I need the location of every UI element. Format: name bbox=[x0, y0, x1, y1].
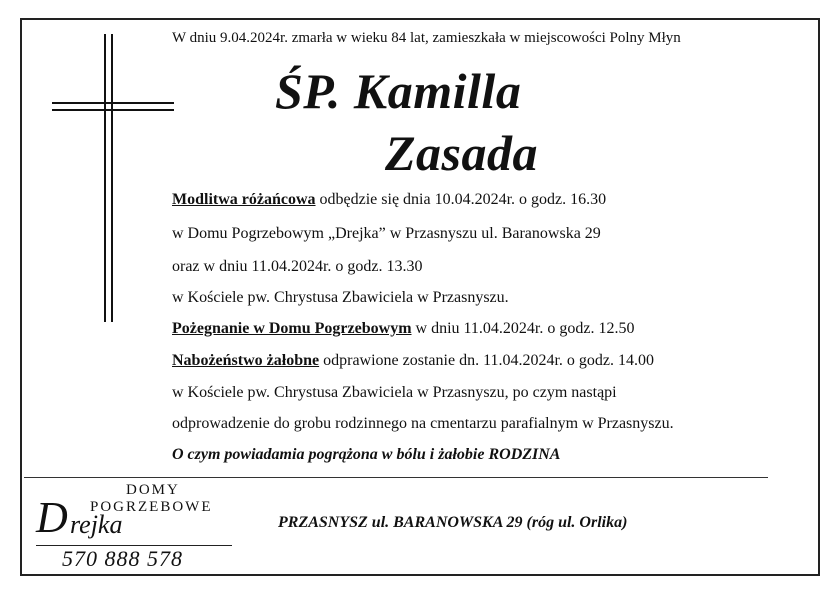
body-line-2: w Domu Pogrzebowym „Drejka” w Przasnyszu ul. Baranowska 29 bbox=[172, 225, 601, 242]
logo-script: rejka bbox=[70, 510, 123, 539]
farewell-heading: Pożegnanie w Domu Pogrzebowym bbox=[172, 320, 412, 337]
body-line-1 bbox=[172, 191, 606, 209]
logo-domy: DOMY bbox=[126, 482, 180, 498]
service-heading: Nabożeństwo żałobne bbox=[172, 352, 320, 369]
cross-icon bbox=[50, 30, 180, 330]
logo-pogrzebowe: POGRZEBOWE bbox=[90, 499, 213, 515]
service-text: odprawione zostanie dn. 11.04.2024r. o godz. 14.00 bbox=[319, 352, 655, 369]
rosary-heading: Modlitwa różańcowa bbox=[172, 191, 316, 208]
logo-monogram: D bbox=[36, 493, 68, 542]
body-line-6 bbox=[172, 352, 654, 370]
funeral-home-logo bbox=[30, 482, 240, 572]
footer-divider bbox=[24, 477, 768, 478]
body-line-8: odprowadzenie do grobu rodzinnego na cmentarzu parafialnym w Przasnyszu. bbox=[172, 415, 674, 432]
body-line-5 bbox=[172, 320, 634, 338]
rosary-text: odbędzie się dnia 10.04.2024r. o godz. 16.30 bbox=[315, 191, 607, 208]
address: PRZASNYSZ ul. BARANOWSKA 29 (róg ul. Orlika) bbox=[278, 514, 628, 531]
body-line-7: w Kościele pw. Chrystusa Zbawiciela w Przasnyszu, po czym nastąpi bbox=[172, 384, 617, 401]
deceased-name-line1: ŚP. Kamilla bbox=[275, 63, 522, 119]
body-line-4: w Kościele pw. Chrystusa Zbawiciela w Przasnyszu. bbox=[172, 289, 509, 306]
closing-statement: O czym powiadamia pogrążona w bólu i żałobie RODZINA bbox=[172, 446, 561, 463]
farewell-text: w dniu 11.04.2024r. o godz. 12.50 bbox=[411, 320, 635, 337]
death-notice: W dniu 9.04.2024r. zmarła w wieku 84 lat, zamieszkała w miejscowości Polny Młyn bbox=[172, 30, 681, 46]
phone-number: 570 888 578 bbox=[62, 546, 183, 571]
deceased-name-line2: Zasada bbox=[385, 125, 538, 181]
body-line-3: oraz w dniu 11.04.2024r. o godz. 13.30 bbox=[172, 258, 423, 275]
